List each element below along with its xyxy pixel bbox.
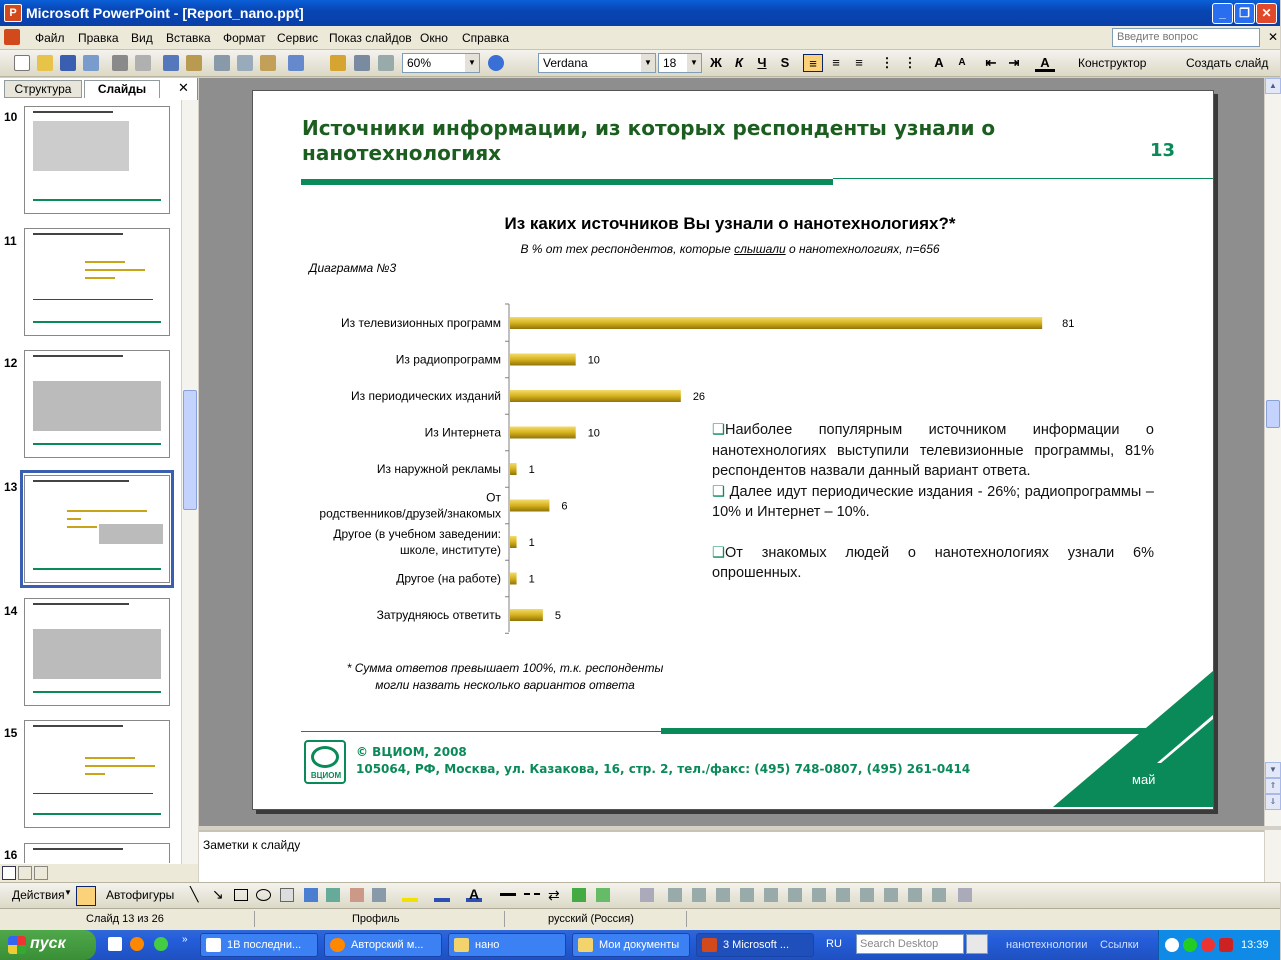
oval-tool-icon[interactable]	[256, 889, 271, 901]
picture-tools-group[interactable]	[668, 888, 948, 902]
thumbnails-scrollbar[interactable]	[181, 100, 198, 864]
bullet-square-icon: ❑	[712, 422, 725, 438]
chart-bar	[510, 500, 549, 512]
quicklaunch-icon[interactable]	[108, 937, 122, 951]
logo-mark-icon	[311, 746, 339, 768]
category-label: Из радиопрограмм	[395, 352, 501, 367]
footnote	[320, 660, 690, 694]
slide-thumbnail[interactable]	[24, 228, 170, 336]
scroll-thumb[interactable]	[1266, 400, 1280, 428]
chart-bar	[510, 573, 517, 585]
subtitle-part2: о нанотехнологиях, n=656	[785, 242, 940, 256]
chart-bar	[510, 317, 1042, 329]
3d-style-icon[interactable]	[596, 888, 610, 902]
align-right-button[interactable]: ≡	[855, 55, 863, 70]
footnote-line: могли назвать несколько вариантов ответа	[375, 678, 635, 692]
line-color-icon[interactable]	[434, 888, 450, 902]
chart-bar	[510, 609, 543, 621]
toolbar	[0, 50, 1280, 77]
print-icon[interactable]	[112, 55, 128, 71]
new-icon[interactable]	[14, 55, 30, 71]
bullet-text: Далее идут периодические издания - 26%; радиопрограммы – 10% и Интернет – 10%.	[712, 483, 1154, 520]
firefox-icon	[330, 938, 345, 952]
data-label: 26	[692, 391, 706, 403]
header-rule-thin	[833, 178, 1213, 179]
thumb-number: 11	[4, 234, 17, 248]
fill-color-icon[interactable]	[402, 888, 418, 902]
taskbar-item[interactable]	[324, 933, 442, 957]
subtitle-part1: В % от тех респондентов, которые	[520, 242, 735, 256]
powerpoint-icon[interactable]: P	[4, 4, 22, 22]
data-label: 1	[528, 464, 535, 476]
underline-button[interactable]: Ч	[757, 55, 767, 70]
arrow-style-icon[interactable]: ⇄	[548, 887, 560, 903]
taskbar-item[interactable]	[200, 933, 318, 957]
category-label: Из телевизионных программ	[340, 316, 501, 330]
menu-file[interactable]: Файл	[35, 31, 65, 45]
font-color-icon[interactable]: A	[466, 886, 482, 902]
font-select[interactable]	[538, 53, 656, 73]
close-pane-icon[interactable]: ✕	[178, 80, 189, 95]
task-label: 1В последни...	[227, 939, 302, 951]
footer-address: 105064, РФ, Москва, ул. Казакова, 16, стр. 2, тел./факс: (495) 748-0807, (495) 261-0414	[356, 762, 971, 776]
quicklaunch-icon[interactable]	[154, 937, 168, 951]
title-bar	[0, 0, 1280, 26]
textbox-tool-icon[interactable]	[280, 888, 294, 902]
data-label: 5	[554, 610, 561, 622]
scroll-thumb[interactable]	[183, 390, 197, 510]
notes-pane[interactable]	[199, 830, 1265, 882]
task-label: нано	[475, 939, 500, 951]
decrease-font-button[interactable]: A	[958, 57, 966, 68]
address-bar-text[interactable]: нанотехнологии	[1006, 939, 1088, 951]
rectangle-tool-icon[interactable]	[234, 889, 248, 901]
slide-thumbnail[interactable]	[24, 598, 170, 706]
start-label: пуск	[30, 935, 66, 952]
status-bar	[0, 908, 1280, 930]
data-label: 1	[528, 537, 535, 549]
category-label: Другое (на работе)	[396, 571, 501, 586]
folder-icon	[578, 938, 593, 952]
designer-button[interactable]: Конструктор	[1078, 56, 1147, 70]
clock: 13:39	[1241, 939, 1269, 951]
increase-font-button[interactable]: A	[934, 55, 944, 70]
diagram-icon[interactable]	[326, 888, 340, 902]
menu-tools[interactable]: Сервис	[277, 31, 319, 45]
taskbar-item[interactable]	[448, 933, 566, 957]
quicklaunch-expand-icon[interactable]: »	[182, 934, 188, 945]
save-icon[interactable]	[60, 55, 76, 71]
bullet-item	[712, 543, 1154, 584]
category-label: Другое (в учебном заведении:	[333, 527, 501, 541]
chart-subtitle	[300, 242, 1160, 256]
thumb-number: 10	[4, 110, 18, 124]
align-center-button[interactable]: ≡	[832, 55, 840, 70]
search-icon[interactable]	[966, 934, 988, 954]
scroll-down-icon[interactable]: ▼	[1265, 762, 1281, 778]
category-label: родственников/друзей/знакомых	[319, 506, 501, 521]
copy-icon[interactable]	[237, 55, 253, 71]
bullets-button[interactable]: ⋮	[903, 55, 917, 70]
data-label: 6	[561, 500, 568, 513]
slide-thumbnail[interactable]	[24, 350, 170, 458]
system-tray	[1158, 930, 1280, 960]
previous-slide-icon[interactable]: ⇑	[1265, 778, 1281, 794]
drawing-toolbar	[0, 882, 1280, 908]
grid-icon[interactable]	[378, 55, 394, 71]
clipart-icon[interactable]	[350, 888, 364, 902]
menu-view[interactable]: Вид	[131, 31, 153, 45]
footer-rule-thin	[301, 731, 661, 732]
data-label: 10	[587, 354, 600, 367]
zoom-value: 60%	[407, 56, 432, 70]
footer-month: май	[1132, 772, 1156, 787]
bullet-square-icon: ❑	[712, 483, 725, 500]
format-painter-icon[interactable]	[260, 55, 276, 71]
category-label: Из Интернета	[424, 425, 501, 440]
font-value: Verdana	[543, 56, 588, 70]
chart-icon[interactable]	[330, 55, 346, 71]
status-divider	[254, 911, 255, 927]
thumb-number: 14	[4, 604, 18, 618]
reset-picture-icon[interactable]	[958, 888, 972, 902]
thumb-number: 12	[4, 356, 18, 370]
font-size-value: 18	[663, 56, 677, 70]
slide-thumbnail[interactable]	[24, 106, 170, 214]
subtitle-underlined: слышали	[734, 242, 786, 256]
thumb-number: 15	[4, 726, 18, 740]
vciom-logo	[304, 740, 346, 784]
table-icon[interactable]	[354, 55, 370, 71]
category-label: От	[486, 490, 501, 505]
menu-slideshow[interactable]: Показ слайдов	[329, 31, 412, 45]
bullet-item	[712, 482, 1154, 523]
tray-icon[interactable]	[1201, 938, 1215, 952]
category-label: Затрудняюсь ответить	[376, 608, 501, 622]
menu-bar	[0, 26, 1280, 50]
chevron-down-icon: ▼	[64, 888, 72, 897]
footnote-line: * Сумма ответов превышает 100%, т.к. респонденты	[346, 661, 664, 675]
tray-icon[interactable]	[1183, 938, 1197, 952]
italic-button[interactable]: К	[735, 55, 743, 70]
header-rule-thick	[301, 179, 833, 185]
task-label: 3 Microsoft ...	[723, 939, 790, 951]
line-tool-icon[interactable]: ╲	[190, 886, 199, 902]
chevron-down-icon: ▼	[641, 54, 655, 72]
slide-number: 13	[1150, 140, 1176, 161]
numbering-button[interactable]: ⋮	[880, 55, 894, 70]
align-left-button[interactable]: ≡	[803, 54, 823, 72]
sorter-view-button[interactable]	[18, 866, 32, 880]
scroll-up-icon[interactable]: ▲	[1265, 78, 1281, 94]
status-language: русский (Россия)	[548, 913, 634, 925]
research-icon[interactable]	[186, 55, 202, 71]
thumb-number: 16	[4, 848, 18, 862]
menu-format[interactable]: Формат	[223, 31, 266, 45]
logo-text: ВЦИОМ	[310, 771, 342, 780]
slideshow-view-button[interactable]	[34, 866, 48, 880]
bullet-item	[712, 420, 1154, 482]
word-icon	[206, 938, 221, 952]
slide-thumbnail[interactable]	[24, 720, 170, 828]
cut-icon[interactable]	[214, 55, 230, 71]
zoom-select[interactable]	[402, 53, 480, 73]
chart-bar	[510, 354, 576, 366]
slide-title[interactable]: Источники информации, из которых респонденты узнали о нанотехнологиях	[302, 116, 996, 165]
firefox-icon[interactable]	[130, 937, 144, 951]
actions-menu[interactable]: Действия	[12, 888, 65, 902]
language-indicator[interactable]: RU	[826, 938, 842, 950]
folder-icon	[454, 938, 469, 952]
menu-insert[interactable]: Вставка	[166, 31, 211, 45]
category-label: Из периодических изданий	[351, 389, 501, 403]
tray-icon[interactable]	[1219, 938, 1233, 952]
chart-bar	[510, 463, 517, 475]
view-buttons	[0, 864, 198, 882]
data-label: 10	[587, 427, 600, 440]
slide-scrollbar[interactable]	[1264, 78, 1281, 826]
tray-icon[interactable]	[1165, 938, 1179, 952]
bullet-text: От знакомых людей о нанотехнологиях узнали 6% опрошенных.	[712, 544, 1154, 581]
tab-outline[interactable]: Структура	[4, 80, 82, 98]
task-label: Авторский м...	[351, 939, 424, 951]
slide-thumbnail-selected[interactable]	[24, 475, 170, 583]
chart-bar	[510, 427, 576, 439]
wordart-icon[interactable]	[304, 888, 318, 902]
close-doc-icon[interactable]: ✕	[1268, 30, 1279, 44]
bullet-text-box[interactable]	[712, 420, 1154, 584]
tab-slides[interactable]: Слайды	[84, 80, 160, 98]
insert-picture-icon[interactable]	[640, 888, 654, 902]
bold-button[interactable]: Ж	[710, 55, 722, 70]
category-label: школе, институте)	[400, 543, 501, 557]
font-size-select[interactable]	[658, 53, 702, 73]
maximize-button[interactable]: ❐	[1234, 3, 1255, 24]
links-toolbar[interactable]: Ссылки	[1100, 939, 1139, 951]
autoshapes-menu[interactable]: Автофигуры	[106, 888, 175, 902]
close-button[interactable]: ✕	[1256, 3, 1277, 24]
taskbar-item-active[interactable]	[696, 933, 814, 957]
arrow-tool-icon[interactable]: ↘	[212, 886, 224, 902]
permission-icon[interactable]	[83, 55, 99, 71]
notes-scrollbar[interactable]	[1264, 830, 1281, 882]
normal-view-button[interactable]	[2, 866, 16, 880]
menu-window[interactable]: Окно	[420, 31, 448, 45]
chevron-down-icon: ▼	[465, 54, 479, 72]
powerpoint-icon	[702, 938, 717, 952]
category-label: Из наружной рекламы	[376, 462, 501, 476]
menu-edit[interactable]: Правка	[78, 31, 119, 45]
data-label: 1	[528, 573, 535, 586]
line-style-icon[interactable]	[500, 893, 516, 896]
menu-help[interactable]: Справка	[462, 31, 510, 45]
shadow-style-icon[interactable]	[572, 888, 586, 902]
data-label: 81	[1062, 318, 1075, 330]
decrease-indent-button[interactable]: ⇤	[985, 55, 997, 70]
status-slide: Слайд 13 из 26	[86, 913, 164, 925]
window-title: Microsoft PowerPoint - [Report_nano.ppt]	[26, 5, 304, 21]
next-slide-icon[interactable]: ⇓	[1265, 794, 1281, 810]
chart-title: Из каких источников Вы узнали о нанотехнологиях?*	[504, 214, 956, 233]
increase-indent-button[interactable]: ⇥	[1008, 55, 1020, 70]
diagram-label: Диаграмма №3	[309, 261, 397, 275]
bullet-square-icon: ❑	[712, 544, 725, 561]
open-icon[interactable]	[37, 55, 53, 71]
notes-placeholder: Заметки к слайду	[203, 838, 301, 852]
thumb-number: 13	[4, 480, 18, 494]
preview-icon[interactable]	[135, 55, 151, 71]
minimize-button[interactable]: _	[1212, 3, 1233, 24]
spelling-icon[interactable]	[163, 55, 179, 71]
select-arrow-button[interactable]	[76, 886, 96, 906]
picture-icon[interactable]	[372, 888, 386, 902]
status-design: Профиль	[352, 913, 400, 925]
chart-bar	[510, 536, 517, 548]
status-divider	[686, 911, 687, 927]
font-color-button[interactable]: A	[1035, 54, 1055, 72]
slide-thumbnail[interactable]	[24, 843, 170, 863]
bullet-text: Наиболее популярным источником информации о нанотехнологиях выступили телевизионные программы, 81% респондентов назвали данный вариант ответа.	[712, 422, 1154, 479]
shadow-button[interactable]: S	[780, 55, 790, 70]
taskbar-item[interactable]	[572, 933, 690, 957]
status-divider	[504, 911, 505, 927]
new-slide-button[interactable]: Создать слайд	[1186, 56, 1269, 70]
windows-logo-icon	[8, 936, 26, 954]
help-icon[interactable]	[488, 55, 504, 71]
chart-bar	[510, 390, 681, 402]
desktop-search-input[interactable]: Search Desktop	[856, 934, 964, 954]
task-label: Мои документы	[599, 939, 680, 951]
ask-question-input[interactable]: Введите вопрос	[1112, 28, 1260, 47]
undo-icon[interactable]	[288, 55, 304, 71]
document-icon[interactable]	[4, 29, 20, 45]
footer-copyright: © ВЦИОМ, 2008	[356, 745, 467, 759]
dash-style-icon[interactable]	[524, 893, 540, 895]
chevron-down-icon: ▼	[687, 54, 701, 72]
